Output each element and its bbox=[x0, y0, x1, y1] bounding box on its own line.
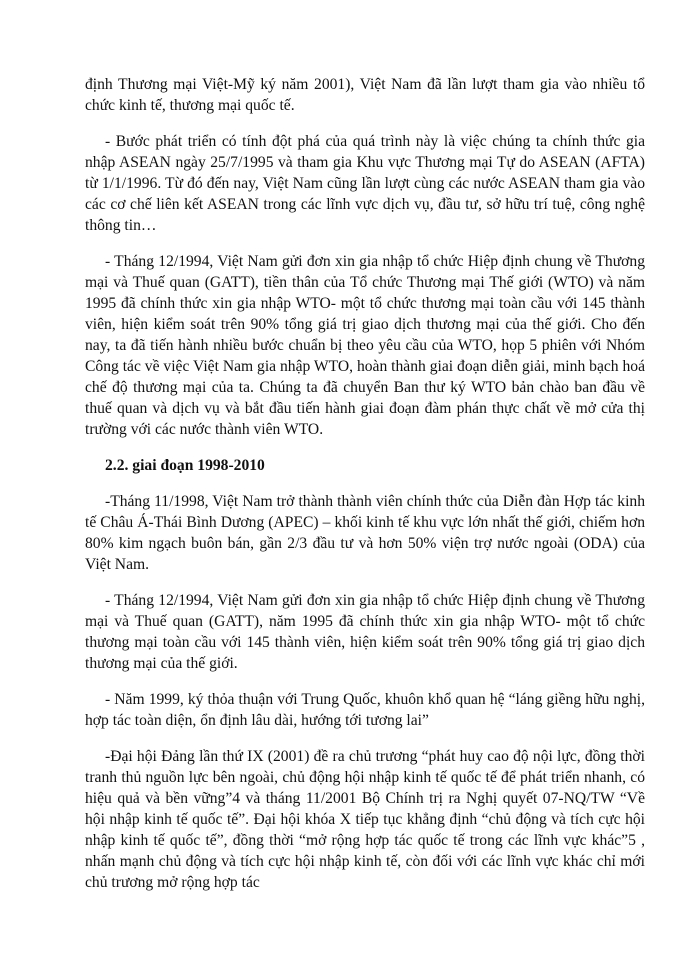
paragraph-continuation: định Thương mại Việt-Mỹ ký năm 2001), Việt Nam đã lần lượt tham gia vào nhiều tổ chức kinh tế, thương mại quốc tế. bbox=[85, 76, 645, 114]
section-heading: 2.2. giai đoạn 1998-2010 bbox=[105, 457, 265, 474]
paragraph-apec: -Tháng 11/1998, Việt Nam trở thành thành viên chính thức của Diễn đàn Hợp tác kinh tế Châu Á-Thái Bình Dương (APEC) – khối kinh tế khu vực lớn nhất thế giới, chiếm hơn 80% kim ngạch buôn bán, gần 2/3 đầu tư và hơn 50% viện trợ nước ngoài (ODA) của Việt Nam. bbox=[85, 493, 645, 573]
paragraph-asean: - Bước phát triển có tính đột phá của quá trình này là việc chúng ta chính thức gia nhập ASEAN ngày 25/7/1995 và tham gia Khu vực Thương mại Tự do ASEAN (AFTA) từ 1/1/1996. Từ đó đến nay, Việt Nam cũng lần lượt cùng các nước ASEAN tham gia vào các cơ chế liên kết ASEAN trong các lĩnh vực dịch vụ, đầu tư, sở hữu trí tuệ, công nghệ thông tin… bbox=[85, 133, 645, 234]
paragraph-party-congress: -Đại hội Đảng lần thứ IX (2001) đề ra chủ trương “phát huy cao độ nội lực, đồng thời tranh thủ nguồn lực bên ngoài, chủ động hội nhập kinh tế quốc tế để phát triển nhanh, có hiệu quả và bền vững”4 và tháng 11/2001 Bộ Chính trị ra Nghị quyết 07-NQ/TW “Về hội nhập kinh tế quốc tế”. Đại hội khóa X tiếp tục khẳng định “chủ động và tích cực hội nhập kinh tế quốc tế”, đồng thời “mở rộng hợp tác quốc tế trong các lĩnh vực khác”5 , nhấn mạnh chủ động và tích cực hội nhập kinh tế, còn đối với các lĩnh vực khác chỉ mới chủ trương mở rộng hợp tác bbox=[85, 748, 645, 891]
paragraph-gatt-1994: - Tháng 12/1994, Việt Nam gửi đơn xin gia nhập tổ chức Hiệp định chung về Thương mại và Thuế quan (GATT), năm 1995 đã chính thức xin gia nhập WTO- một tổ chức thương mại toàn cầu với 145 thành viên, hiện kiểm soát trên 90% tổng giá trị giao dịch thương mại của thế giới. bbox=[85, 592, 645, 672]
document-page bbox=[85, 74, 645, 908]
paragraph-china-1999: - Năm 1999, ký thỏa thuận với Trung Quốc, khuôn khổ quan hệ “láng giềng hữu nghị, hợp tác toàn diện, ổn định lâu dài, hướng tới tương lai” bbox=[85, 691, 645, 729]
paragraph-gatt-wto: - Tháng 12/1994, Việt Nam gửi đơn xin gia nhập tổ chức Hiệp định chung về Thương mại và Thuế quan (GATT), tiền thân của Tổ chức Thương mại Thế giới (WTO) và năm 1995 đã chính thức xin gia nhập WTO- một tổ chức thương mại toàn cầu với 145 thành viên, hiện kiểm soát trên 90% tổng giá trị giao dịch thương mại của thế giới. Cho đến nay, ta đã tiến hành nhiều bước chuẩn bị theo yêu cầu của WTO, họp 5 phiên với Nhóm Công tác về việc Việt Nam gia nhập WTO, hoàn thành giai đoạn diễn giải, minh bạch hoá chế độ thương mại của ta. Chúng ta đã chuyển Ban thư ký WTO bản chào ban đầu về thuế quan và dịch vụ và bắt đầu tiến hành giai đoạn đàm phán thực chất về mở cửa thị trường với các nước thành viên WTO. bbox=[85, 253, 645, 438]
